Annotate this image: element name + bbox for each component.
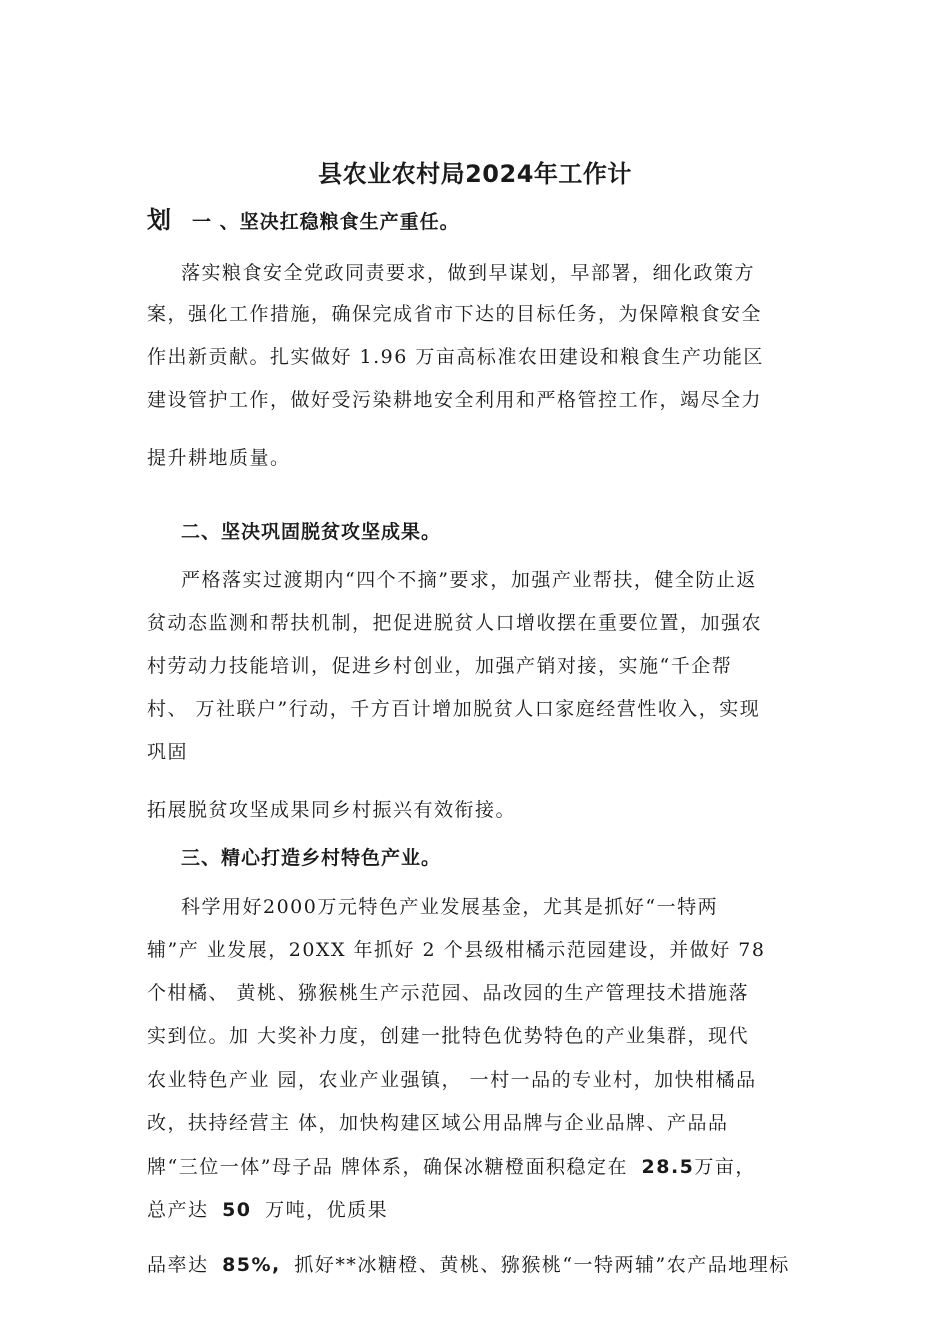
output-value: 50 (222, 1199, 252, 1221)
paragraph-line: 严格落实过渡期内“四个不摘”要求，加强产业帮扶，健全防止返 (181, 569, 757, 591)
section-1-heading: 一 、坚决扛稳粮食生产重任。 (192, 211, 460, 233)
paragraph-line: 提升耕地质量。 (147, 447, 291, 469)
rate-value: 85%, (222, 1254, 281, 1276)
section-1-heading-row (147, 200, 460, 235)
paragraph-line-with-area (147, 1152, 756, 1179)
paragraph-line: 改，扶持经营主 体，加快构建区域公用品牌与企业品牌、产品品 (147, 1112, 729, 1134)
area-unit: 万亩， (694, 1156, 756, 1178)
paragraph-line: 案，强化工作措施，确保完成省市下达的目标任务，为保障粮食安全 (147, 303, 763, 325)
paragraph-line: 建设管护工作，做好受污染耕地安全利用和严格管控工作，竭尽全力 (147, 389, 763, 411)
paragraph-line-with-rate (147, 1250, 790, 1277)
paragraph-line: 落实粮食安全党政同责要求，做到早谋划，早部署，细化政策方 (181, 262, 756, 284)
area-value: 28.5 (641, 1156, 695, 1178)
section-2-heading: 二、坚决巩固脱贫攻坚成果。 (181, 521, 442, 543)
section-3-heading: 三、精心打造乡村特色产业。 (181, 847, 442, 869)
paragraph-line: 巩固 (147, 741, 189, 763)
paragraph-line: 农业特色产业 园，农业产业强镇， 一村一品的专业村，加快柑橘品 (147, 1069, 757, 1091)
paragraph-line-with-output (147, 1195, 388, 1222)
paragraph-line: 个柑橘、 黄桃、猕猴桃生产示范园、品改园的生产管理技术措施落 (147, 982, 750, 1004)
paragraph-text: 总产达 (147, 1199, 209, 1221)
paragraph-line: 实到位。加 大奖补力度，创建一批特色优势特色的产业集群，现代 (147, 1025, 750, 1047)
paragraph-text: 抓好**冰糖橙、黄桃、猕猴桃“一特两辅”农产品地理标 (294, 1254, 790, 1276)
document-title: 县农业农村局2024年工作计 (318, 160, 632, 188)
paragraph-line: 辅”产 业发展，20XX 年抓好 2 个县级柑橘示范园建设，并做好 78 (147, 939, 766, 961)
paragraph-text: 万吨，优质果 (265, 1199, 389, 1221)
title-tail: 划 (147, 206, 173, 234)
paragraph-line: 村劳动力技能培训，促进乡村创业，加强产销对接，实施“千企帮 (147, 655, 733, 677)
paragraph-line: 贫动态监测和帮扶机制，把促进脱贫人口增收摆在重要位置，加强农 (147, 612, 763, 634)
paragraph-line: 拓展脱贫攻坚成果同乡村振兴有效衔接。 (147, 799, 517, 821)
paragraph-text: 品率达 (147, 1254, 209, 1276)
paragraph-line: 村、 万社联户”行动，千方百计增加脱贫人口家庭经营性收入，实现 (147, 698, 761, 720)
paragraph-line: 作出新贡献。扎实做好 1.96 万亩高标准农田建设和粮食生产功能区 (147, 346, 764, 368)
paragraph-text: 牌“三位一体”母子品 牌体系，确保冰糖橙面积稳定在 (147, 1156, 628, 1178)
paragraph-line: 科学用好2000万元特色产业发展基金，尤其是抓好“一特两 (181, 896, 719, 918)
